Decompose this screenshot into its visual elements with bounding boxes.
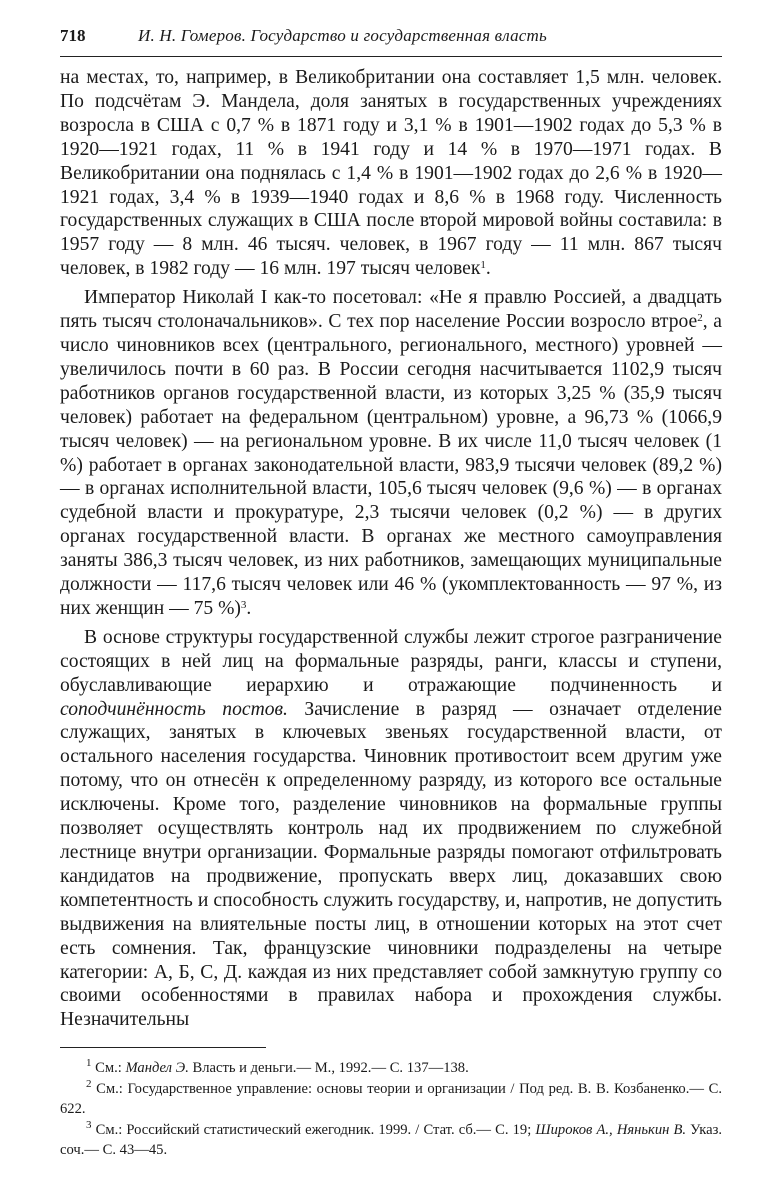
document-page [60, 22, 722, 1172]
paragraph-1: на местах, то, например, в Великобритании она составляет 1,5 млн. человек. По подсчётам Э. Мандела, доля занятых в государственных учреждениях возросла в США с 0,7 % в 1871 году и 3,1 % в 1901—1902 годах до 5,3 % в 1920—1921 годах, 11 % в 1941 году и 14 % в 1970—1971 годах. В Великобритании она поднялась с 1,4 % в 1901—1902 годах до 2,6 % в 1920—1921 годах, 3,4 % в 1939—1940 годах и 8,6 % в 1968 году. Численность государственных служащих в США после второй мировой войны составила: в 1957 году — 8 млн. 46 тысяч. человек, в 1967 году — 11 млн. 867 тысяч человек, в 1982 году — 16 млн. 197 тысяч человек$^1$. [60, 67, 722, 280]
body-text [60, 66, 722, 1037]
footnote-ref-1: 1 [480, 259, 486, 272]
footnote-3-prefix: См.: Российский статистический ежегодник. 1999. / Стат. сб.— С. 19; [91, 1121, 536, 1138]
page-header [60, 22, 722, 57]
footnote-ref-3: 3 [240, 598, 247, 611]
footnote-ref-2: 2 [697, 312, 703, 325]
footnote-3 [60, 1120, 722, 1161]
paragraph-1-text: на местах, то, например, в Великобритании она составляет 1,5 млн. человек. По подсчётам Э. Мандела, доля занятых в государственных учреждениях возросла в США с 0,7 % в 1871 году и 3,1 % в 1901—1902 годах до 5,3 % в 1920—1921 годах, 11 % в 1941 году и 14 % в 1970—1971 годах. В Великобритании она поднялась с 1,4 % в 1901—1902 годах до 2,6 % в 1920—1921 годах, 3,4 % в 1939—1940 годах и 8,6 % в 1968 году. Численность государственных служащих в США после второй мировой войны составила: в 1957 году — 8 млн. 46 тысяч. человек, в 1967 году — 11 млн. 867 тысяч человек, в 1982 году — 16 млн. 197 тысяч человек [60, 67, 722, 280]
footnote-3-author: Широков А., Нянькин В. [535, 1121, 687, 1138]
paragraph-2-end: . [246, 597, 252, 619]
footnotes [60, 1058, 722, 1161]
footnote-3-number: 3 [86, 1118, 92, 1131]
footnote-2-text: См.: Государственное управление: основы теории и организации / Под ред. В. В. Козбаненко.— С. 622. [60, 1080, 722, 1118]
footnote-1 [60, 1058, 722, 1079]
paragraph-2 [60, 286, 722, 621]
footnote-1-number: 1 [86, 1057, 92, 1069]
paragraph-3-italic: соподчинённость постов. [60, 698, 288, 720]
running-title: И. Н. Гомеров. Государство и государственная власть [138, 26, 547, 45]
footnote-2 [60, 1079, 722, 1120]
paragraph-3-text-a: В основе структуры государственной службы лежит строгое разграничение состоящих в ней лиц на формальные разряды, ранги, классы и ступени, обуславливающие иерархию и отражающие подчиненность и [60, 626, 722, 696]
footnote-1-text: Власть и деньги.— М., 1992.— С. 137—138. [188, 1060, 469, 1076]
paragraph-3-text-b: Зачисление в разряд — означает отделение служащих, занятых в ключевых звеньях государственной власти, от остального населения государства. Чиновник противостоит всем другим уже потому, что он отнесён к определенному разряду, из которого все остальные исключены. Кроме того, разделение чиновников на формальные группы позволяет осуществлять контроль над их продвижением по служебной лестнице внутри организации. Формальные разряды помогают отфильтровать кандидатов на продвижение, пропускать вверх лиц, доказавших свою компетентность и способность служить государству, и, напротив, не допустить выдвижения на влиятельные посты лиц, в отношении которых на этот счет есть сомнения. Так, французские чиновники подразделены на четыре категории: A, Б, C, Д. каждая из них представляет собой замкнутую группу со своими особенностями в правилах набора и прохождения службы. Незначительны [60, 698, 722, 1031]
paragraph-3 [60, 626, 722, 1032]
footnote-1-author: Мандел Э. [125, 1060, 189, 1076]
page-number: 718 [60, 26, 86, 45]
footnote-separator [60, 1047, 266, 1048]
paragraph-2-text-a: Император Николай I как-то посетовал: «Не я правлю Россией, а двадцать пять тысяч столоначальников». С тех пор население России возросло втрое [60, 287, 722, 333]
footnote-1-prefix: См.: [91, 1060, 126, 1076]
footnote-2-number: 2 [86, 1077, 92, 1090]
footnote-3-text: Указ. соч.— С. 43—45. [60, 1121, 722, 1159]
paragraph-2-text-b: , а число чиновников всех (центрального, регионального, местного) уровней — увеличилось почти в 60 раз. В России сегодня насчитывается 1102,9 тысяч работников органов государственной власти, из которых 3,25 % (35,9 тысяч человек) работает на федеральном (центральном) уровне, а 96,73 % (1066,9 тысяч человек) — на региональном уровне. В их числе 11,0 тысяч человек (1 %) работает в органах законодательной власти, 983,9 тысячи человек (89,2 %) — в органах исполнительной власти, 105,6 тысяч человек (9,6 %) — в органах судебной власти и прокуратуре, 2,3 тысячи человек (0,2 %) — в других органах государственной власти. В органах же местного самоуправления заняты 386,3 тысяч человек, из них работников, замещающих муниципальные должности — 117,6 тысяч человек или 46 % (укомплектованность — 97 %, из них женщин — 75 %) [60, 311, 722, 619]
